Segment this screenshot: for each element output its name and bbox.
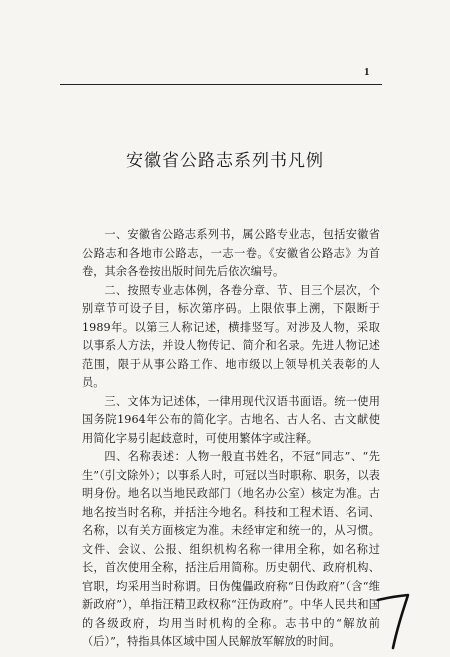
header-rule	[60, 84, 382, 85]
handwritten-page-mark	[374, 590, 414, 652]
page-title: 安徽省公路志系列书凡例	[126, 151, 324, 171]
paragraph: 二、按照专业志体例，各卷分章、节、目三个层次，个别章节可设子目，标次第序码。上限依事上溯，下限断于1989年。以第三人称记述，横排竖写。对涉及人物，采取以事系人方法，并设人物传记、简介和名录。先进人物记述范围，限于从事公路工作、地市级以上领导机关表彰的人员。	[82, 283, 380, 389]
paragraph: 三、文体为记述体，一律用现代汉语书面语。统一使用国务院1964年公布的简化字。古地名、古人名、古文献使用简化字易引起歧意时，可使用繁体字或注释。	[82, 394, 380, 445]
paragraph: 一、安徽省公路志系列书，属公路专业志，包括安徽省公路志和各地市公路志，一志一卷。《安徽省公路志》为首卷，其余各卷按出版时间先后依次编号。	[82, 228, 380, 278]
paragraph: 四、名称表述：人物一般直书姓名，不冠“同志”、“先生”（引文除外）；以事系人时，可冠以当时职称、职务，以表明身份。地名以当地民政部门（地名办公室）核定为准。古地名按当时名称，并括注今地名。科技和工程术语、名词、名称，以有关方面核定为准。未经审定和统一的，从习惯。文件、会议、公报、组织机构名称一律用全称，如名称过长，首次使用全称，括注后用简称。历史朝代、政府机构、官职，均采用当时称谓。日伪傀儡政府称“日伪政府”（含“维新政府”），单指汪精卫政权称“汪伪政府”。中华人民共和国的各级政府，均用当时机构的全称。志书中的“解放前（后）”，特指具体区域中国人民解放军解放的时间。	[82, 450, 380, 648]
page-number: 1	[364, 66, 370, 78]
body-text	[82, 226, 380, 652]
